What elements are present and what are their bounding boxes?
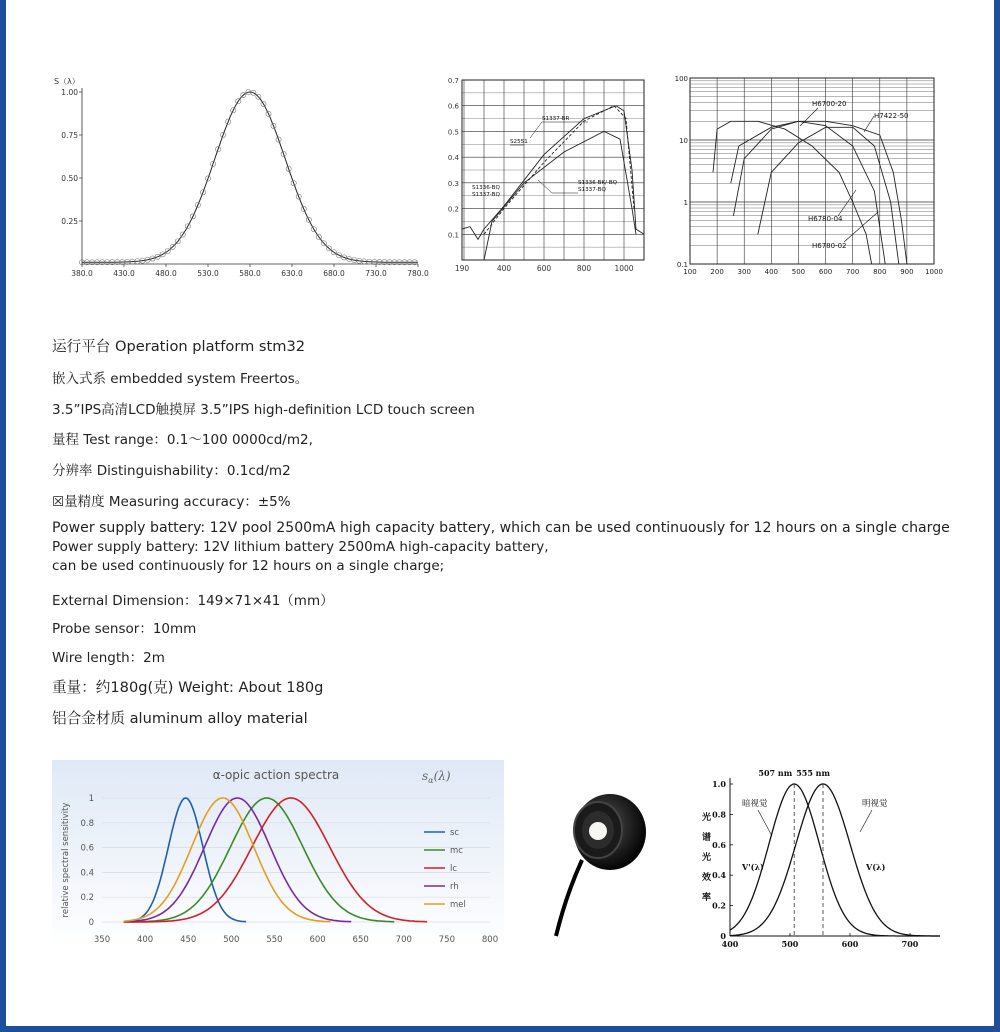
x-tick-label: 800 bbox=[873, 268, 887, 276]
x-tick-label: 700 bbox=[901, 939, 919, 949]
y-tick-label: 100 bbox=[674, 75, 688, 83]
s-lambda-curve bbox=[82, 92, 418, 262]
spec-range: 量程 Test range：0.1～100 0000cd/m2, bbox=[52, 432, 313, 448]
chart-photodiode bbox=[440, 72, 650, 282]
spec-battery-1: Power supply battery: 12V pool 2500mA high capacity battery, which can be used continuously for 12 hours on a single charge bbox=[52, 520, 950, 536]
peak-label-555: 555 nm bbox=[796, 768, 830, 778]
x-tick-label: 700 bbox=[845, 268, 860, 276]
x-tick-label: 600 bbox=[841, 939, 859, 949]
leader-line bbox=[538, 180, 552, 193]
right-border bbox=[994, 0, 1000, 1032]
chart-alpha-opic bbox=[52, 760, 504, 946]
y-tick-label: 1.00 bbox=[61, 88, 78, 97]
y-tick-label: 0.25 bbox=[61, 217, 78, 226]
y-tick-label: 0.75 bbox=[61, 131, 78, 140]
y-axis-label-char: 光 bbox=[702, 853, 712, 863]
x-tick-label: 400 bbox=[721, 939, 739, 949]
chart-formula: $s_\alpha(\lambda)$ bbox=[422, 769, 451, 785]
x-tick-label: 900 bbox=[900, 268, 914, 276]
x-tick-label: 600 bbox=[818, 268, 833, 276]
y-tick-label: 0.4 bbox=[712, 870, 726, 881]
y-axis-label-char: 效 bbox=[702, 873, 712, 883]
label-v: V(λ) bbox=[866, 862, 886, 872]
x-tick-label: 450 bbox=[180, 935, 197, 945]
x-tick-label: 600 bbox=[309, 935, 326, 945]
y-axis-label-char: 光 bbox=[702, 813, 712, 823]
y-tick-label: 0.6 bbox=[447, 102, 459, 111]
label-photopic: 明视觉 bbox=[862, 799, 888, 809]
x-tick-label: 400 bbox=[496, 264, 512, 273]
x-tick-label: 1000 bbox=[614, 264, 634, 273]
label-s1337-br: S1337-BR bbox=[542, 116, 570, 122]
y-tick-label: 0.5 bbox=[447, 128, 459, 137]
legend-label-mc: mc bbox=[450, 846, 463, 856]
label-s1336-bq: S1336-BQ bbox=[472, 185, 500, 191]
x-tick-label: 780.0 bbox=[407, 269, 429, 278]
y-axis-label-char: 率 bbox=[702, 893, 712, 903]
y-tick-label: 0 bbox=[88, 918, 94, 928]
x-tick-label: 400 bbox=[136, 935, 154, 945]
y-tick-label: 0.2 bbox=[712, 900, 726, 911]
x-tick-label: 190 bbox=[454, 264, 470, 273]
spec-resolution: 分辨率 Distinguishability：0.1cd/m2 bbox=[52, 463, 291, 479]
x-tick-label: 580.0 bbox=[239, 269, 261, 278]
spec-screen: 3.5”IPS高清LCD触摸屏 3.5”IPS high-definition LCD touch screen bbox=[52, 402, 475, 418]
x-tick-label: 800 bbox=[481, 935, 499, 945]
left-border bbox=[0, 0, 6, 1032]
y-tick-label: 1 bbox=[88, 794, 94, 804]
chart-luminous-efficiency bbox=[690, 762, 950, 957]
peak-label-507: 507 nm bbox=[758, 768, 793, 778]
y-tick-label: 0.3 bbox=[447, 179, 459, 188]
leader-line bbox=[844, 212, 878, 242]
label-s1337-bq: S1337-BQ bbox=[472, 192, 500, 198]
legend-label-sc: sc bbox=[450, 828, 460, 838]
label-s1336-bk: S1336-BK/-BQ bbox=[578, 180, 618, 186]
y-tick-label: 0 bbox=[720, 931, 726, 941]
bottom-border bbox=[0, 1026, 1000, 1032]
spec-battery-2: Power supply battery: 12V lithium battery 2500mA high-capacity battery, bbox=[52, 539, 549, 555]
leader-line bbox=[860, 810, 872, 832]
y-tick-label: 0.4 bbox=[80, 868, 94, 879]
y-tick-label: 0.1 bbox=[676, 261, 688, 269]
y-axis-label: relative spectral sensitivity bbox=[61, 802, 71, 918]
spec-accuracy: ☒量精度 Measuring accuracy：±5% bbox=[52, 494, 291, 510]
y-tick-label: 1.0 bbox=[712, 779, 726, 789]
x-tick-label: 600 bbox=[536, 264, 552, 273]
x-tick-label: 200 bbox=[710, 268, 724, 276]
x-tick-label: 400 bbox=[764, 268, 779, 276]
chart-pmt-log bbox=[668, 72, 958, 282]
leader-line bbox=[530, 122, 542, 138]
x-tick-label: 700 bbox=[395, 935, 412, 945]
chart-s-lambda bbox=[48, 72, 429, 282]
spec-wire: Wire length：2m bbox=[52, 650, 165, 666]
spec-platform: 运行平台 Operation platform stm32 bbox=[52, 338, 306, 355]
y-axis-label-char: 谱 bbox=[702, 833, 712, 843]
y-tick-label: 0.6 bbox=[712, 839, 726, 850]
spec-material: 铝合金材质 aluminum alloy material bbox=[52, 710, 308, 727]
y-tick-label: 0.8 bbox=[80, 818, 94, 829]
label-h6780-04: H6780-04 bbox=[808, 215, 843, 223]
chart-background bbox=[52, 760, 504, 946]
y-tick-label: 0.50 bbox=[61, 174, 78, 183]
y-tick-label: 0.1 bbox=[447, 231, 459, 240]
x-tick-label: 630.0 bbox=[281, 269, 303, 278]
y-tick-label: 0.7 bbox=[447, 77, 459, 85]
label-v-prime: V'(λ) bbox=[742, 862, 764, 872]
spec-embedded: 嵌入式系 embedded system Freertos。 bbox=[52, 371, 309, 387]
leader-line bbox=[864, 116, 874, 132]
label-h6780-02: H6780-02 bbox=[812, 242, 847, 250]
probe-sensor-image bbox=[552, 790, 652, 940]
x-tick-label: 650 bbox=[352, 935, 369, 945]
legend-label-lc: lc bbox=[450, 864, 458, 874]
x-tick-label: 530.0 bbox=[197, 269, 219, 278]
y-axis-label: S（λ） bbox=[54, 77, 80, 86]
curve-s1337-br bbox=[462, 106, 644, 240]
leader-line bbox=[758, 810, 772, 836]
x-tick-label: 680.0 bbox=[323, 269, 345, 278]
x-tick-label: 1000 bbox=[925, 268, 943, 276]
x-tick-label: 300 bbox=[737, 268, 751, 276]
x-tick-label: 350 bbox=[93, 935, 111, 945]
spec-probe: Probe sensor：10mm bbox=[52, 621, 197, 637]
spec-weight: 重量：约180g(克) Weight: About 180g bbox=[52, 679, 324, 696]
x-tick-label: 800 bbox=[576, 264, 592, 273]
label-scotopic: 暗视觉 bbox=[742, 799, 768, 809]
x-tick-label: 730.0 bbox=[365, 269, 387, 278]
x-tick-label: 480.0 bbox=[155, 269, 177, 278]
y-tick-label: 0.2 bbox=[447, 205, 459, 214]
legend-label-rh: rh bbox=[450, 882, 459, 892]
x-tick-label: 750 bbox=[438, 935, 456, 945]
y-tick-label: 10 bbox=[679, 137, 688, 145]
y-tick-label: 0.8 bbox=[712, 809, 726, 820]
x-tick-label: 380.0 bbox=[71, 269, 93, 278]
x-tick-label: 100 bbox=[683, 268, 697, 276]
y-tick-label: 1 bbox=[683, 199, 688, 207]
legend-label-mel: mel bbox=[450, 900, 466, 910]
label-s2551: S2551 bbox=[510, 139, 528, 145]
x-tick-label: 430.0 bbox=[113, 269, 135, 278]
label-h6700-20: H6700-20 bbox=[812, 100, 847, 108]
y-tick-label: 0.4 bbox=[447, 154, 459, 163]
chart-title: α-opic action spectra bbox=[212, 768, 340, 782]
x-tick-label: 500 bbox=[223, 935, 240, 945]
label-s1337-bq-2: S1337-BQ bbox=[578, 187, 606, 193]
x-tick-label: 500 bbox=[781, 939, 799, 949]
spec-battery-3: can be used continuously for 12 hours on a single charge; bbox=[52, 558, 445, 574]
y-tick-label: 0.2 bbox=[80, 893, 94, 904]
y-tick-label: 0.6 bbox=[80, 843, 94, 854]
x-tick-label: 500 bbox=[791, 268, 806, 276]
spec-dimension: External Dimension：149×71×41（mm） bbox=[52, 593, 334, 609]
label-h7422-50: H7422-50 bbox=[874, 112, 909, 120]
x-tick-label: 550 bbox=[266, 935, 283, 945]
